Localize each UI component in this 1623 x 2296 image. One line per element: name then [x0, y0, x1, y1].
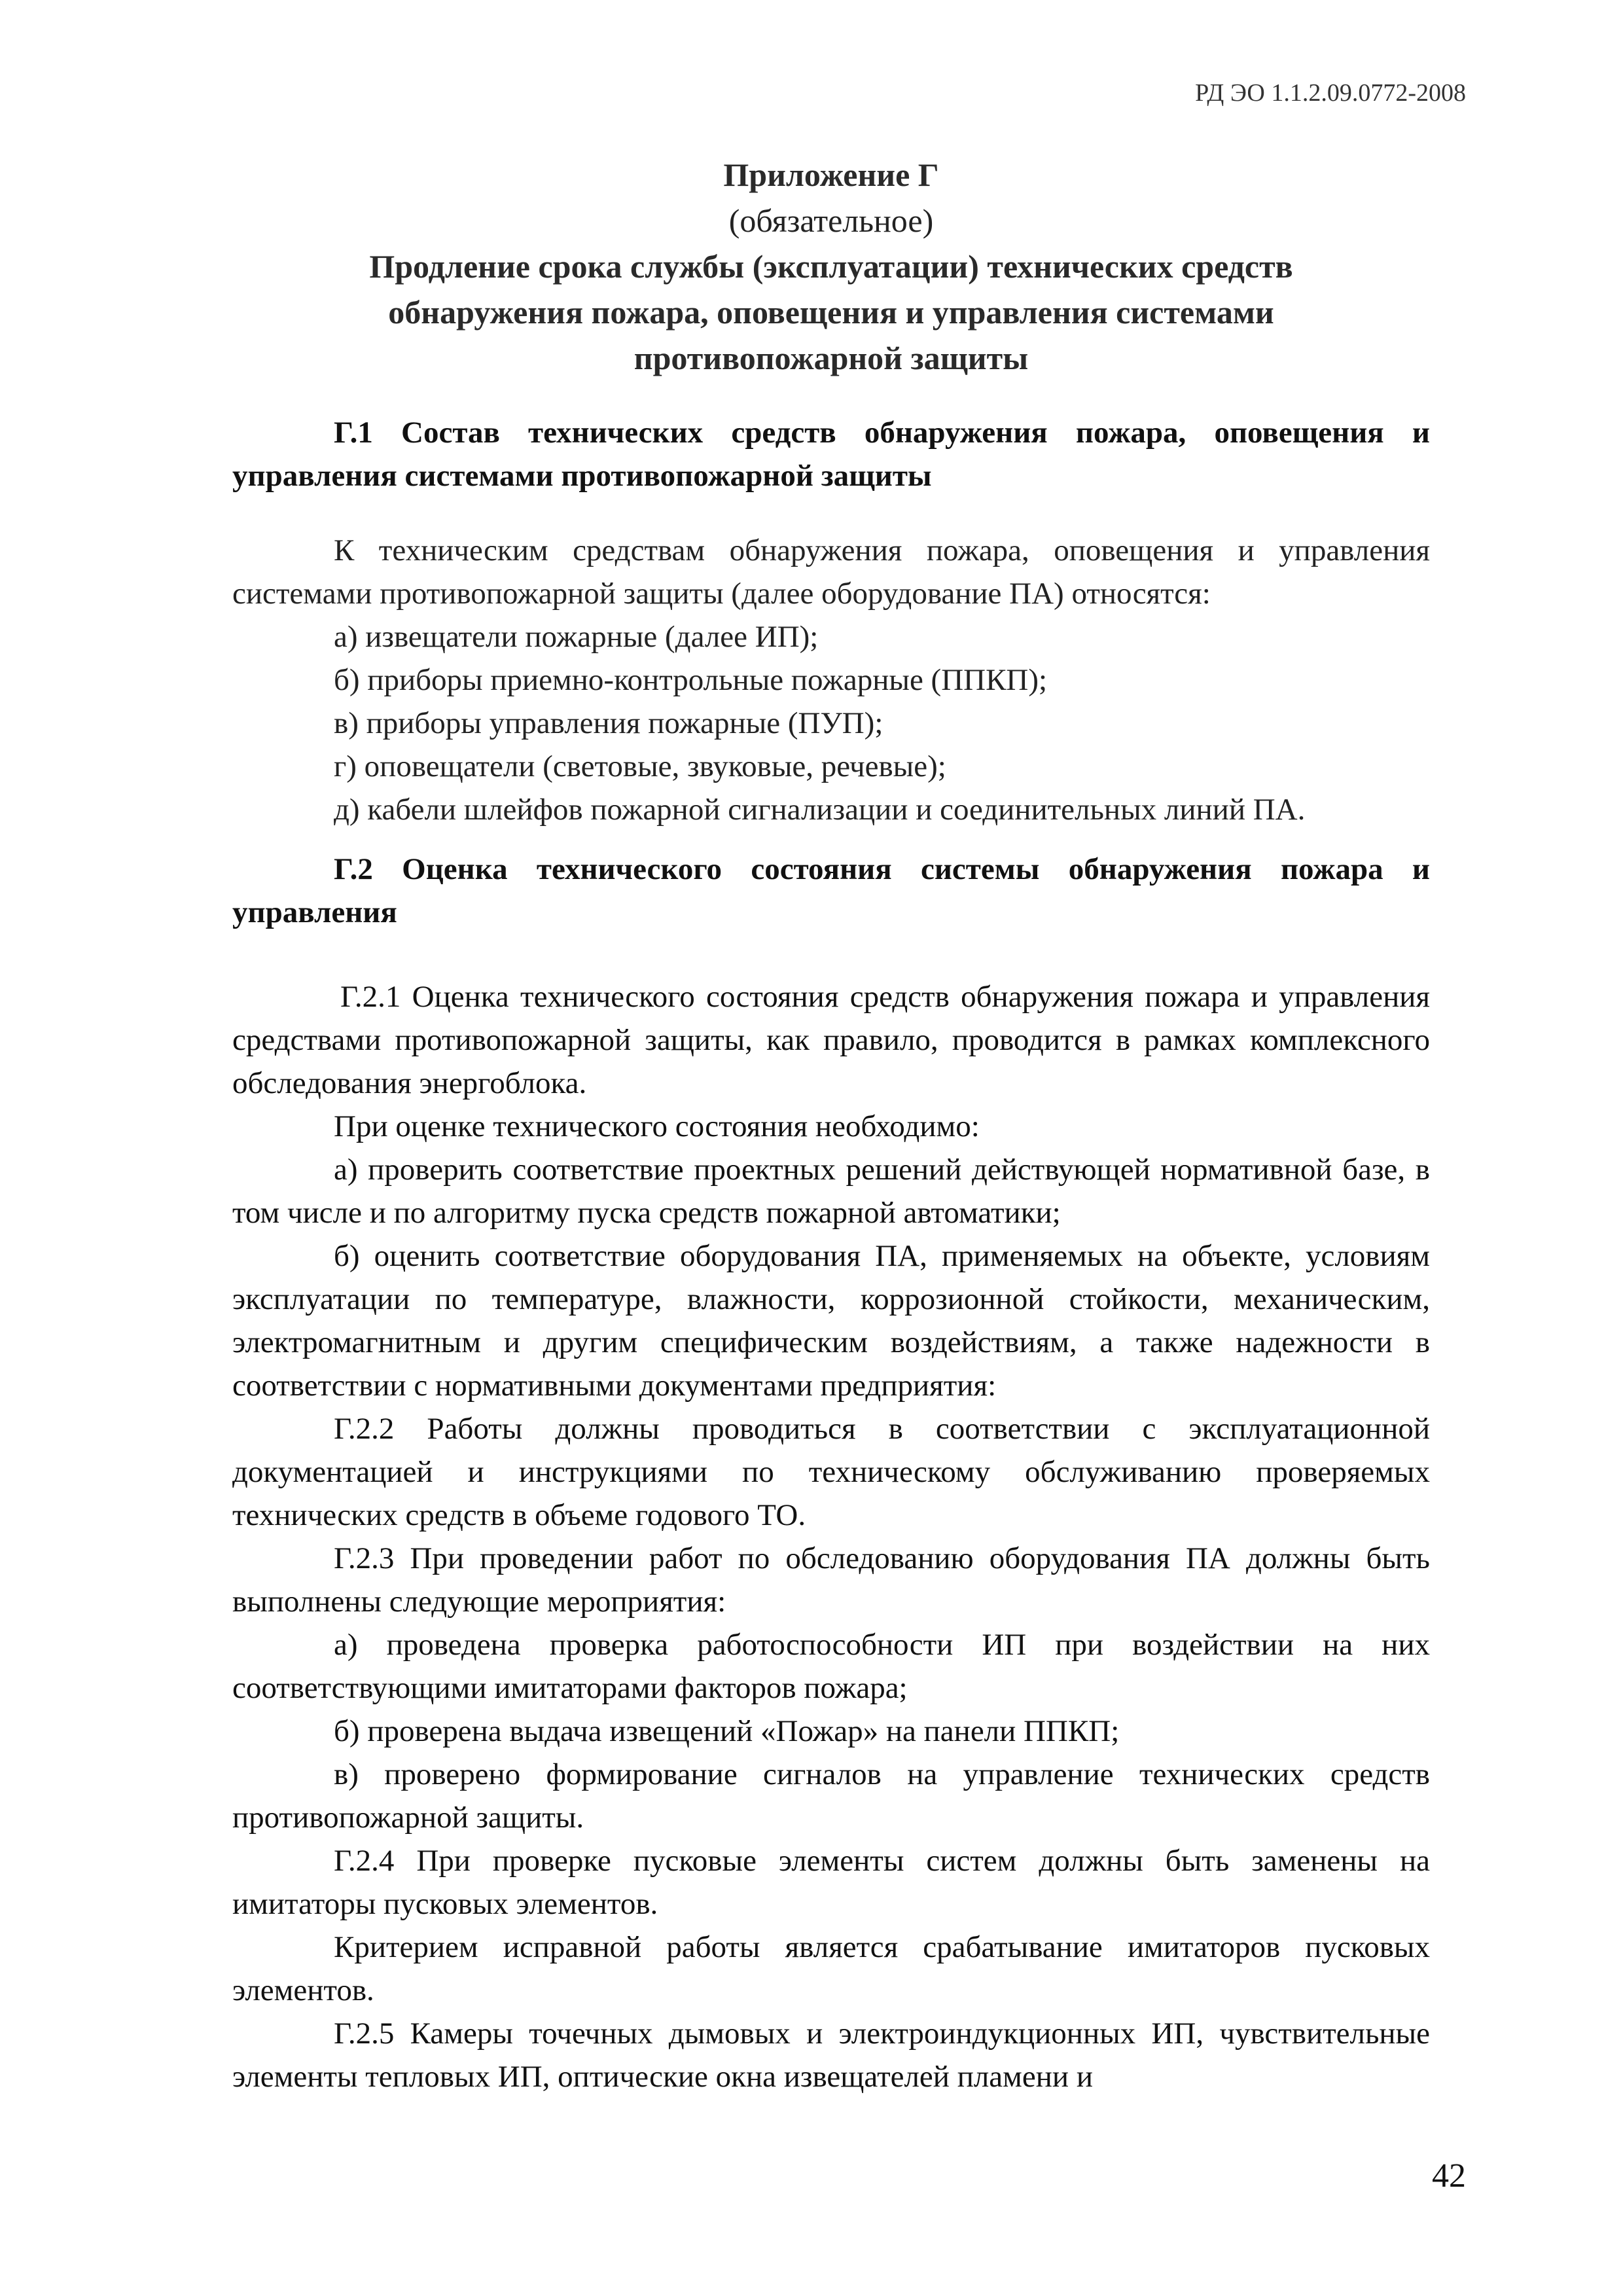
list-item: д) кабели шлейфов пожарной сигнализации и соединительных линий ПА.: [334, 793, 1306, 827]
list-item: г) оповещатели (световые, звуковые, речевые);: [334, 749, 946, 783]
appendix-title-line-2: обнаружения пожара, оповещения и управления системами: [388, 294, 1274, 331]
list-item: а) извещатели пожарные (далее ИП);: [334, 620, 819, 654]
appendix-title-line-3: противопожарной защиты: [633, 340, 1029, 376]
paragraph: б) оценить соответствие оборудования ПА, применяемых на объекте, условиям эксплуатации по температуре, влажности, коррозионной стойкости, механическим, электромагнитным и другим специфическим воздействиям, а также надежности в соответствии с нормативными документами предприятия:: [232, 1239, 1430, 1403]
paragraph: Г.2.3 При проведении работ по обследованию оборудования ПА должны быть выполнены следующие мероприятия:: [232, 1541, 1430, 1619]
list-item: б) приборы приемно-контрольные пожарные (ППКП);: [334, 663, 1048, 697]
section-1-body: [232, 529, 1430, 831]
section-2-body: [232, 975, 1430, 2098]
section-2-heading: Г.2 Оценка технического состояния системы обнаружения пожара и управления: [232, 852, 1430, 929]
document-code: РД ЭО 1.1.2.09.0772-2008: [1195, 79, 1466, 107]
paragraph: б) проверена выдача извещений «Пожар» на панели ППКП;: [334, 1714, 1120, 1748]
paragraph: Г.2.1 Оценка технического состояния средств обнаружения пожара и управления средствами противопожарной защиты, как правило, проводится в рамках комплексного обследования энергоблока.: [232, 980, 1430, 1100]
paragraph: Г.2.2 Работы должны проводиться в соответствии с эксплуатационной документацией и инструкциями по техническому обслуживанию проверяемых технических средств в объеме годового ТО.: [232, 1412, 1430, 1532]
paragraph: в) проверено формирование сигналов на управление технических средств противопожарной защиты.: [232, 1757, 1430, 1835]
appendix-title: [232, 152, 1430, 381]
appendix-title-line-1: Продление срока службы (эксплуатации) технических средств: [369, 248, 1293, 285]
list-item: в) приборы управления пожарные (ПУП);: [334, 706, 883, 740]
section-1-heading: Г.1 Состав технических средств обнаружения пожара, оповещения и управления системами противопожарной защиты: [232, 416, 1430, 493]
page-number: 42: [1432, 2157, 1466, 2195]
paragraph: а) проведена проверка работоспособности ИП при воздействии на них соответствующими имитаторами факторов пожара;: [232, 1628, 1430, 1705]
paragraph: Критерием исправной работы является срабатывание имитаторов пусковых элементов.: [232, 1930, 1430, 2007]
paragraph: Г.2.4 При проверке пусковые элементы систем должны быть заменены на имитаторы пусковых элементов.: [232, 1844, 1430, 1921]
paragraph: Г.2.5 Камеры точечных дымовых и электроиндукционных ИП, чувствительные элементы тепловых ИП, оптические окна извещателей пламени и: [232, 2017, 1430, 2094]
appendix-status: (обязательное): [728, 202, 934, 239]
paragraph: а) проверить соответствие проектных решений действующей нормативной базе, в том числе и по алгоритму пуска средств пожарной автоматики;: [232, 1153, 1430, 1230]
appendix-label: Приложение Г: [723, 156, 939, 193]
paragraph: При оценке технического состояния необходимо:: [334, 1109, 980, 1143]
section-1-intro: К техническим средствам обнаружения пожара, оповещения и управления системами противопожарной защиты (далее оборудование ПА) относятся:: [232, 533, 1430, 611]
